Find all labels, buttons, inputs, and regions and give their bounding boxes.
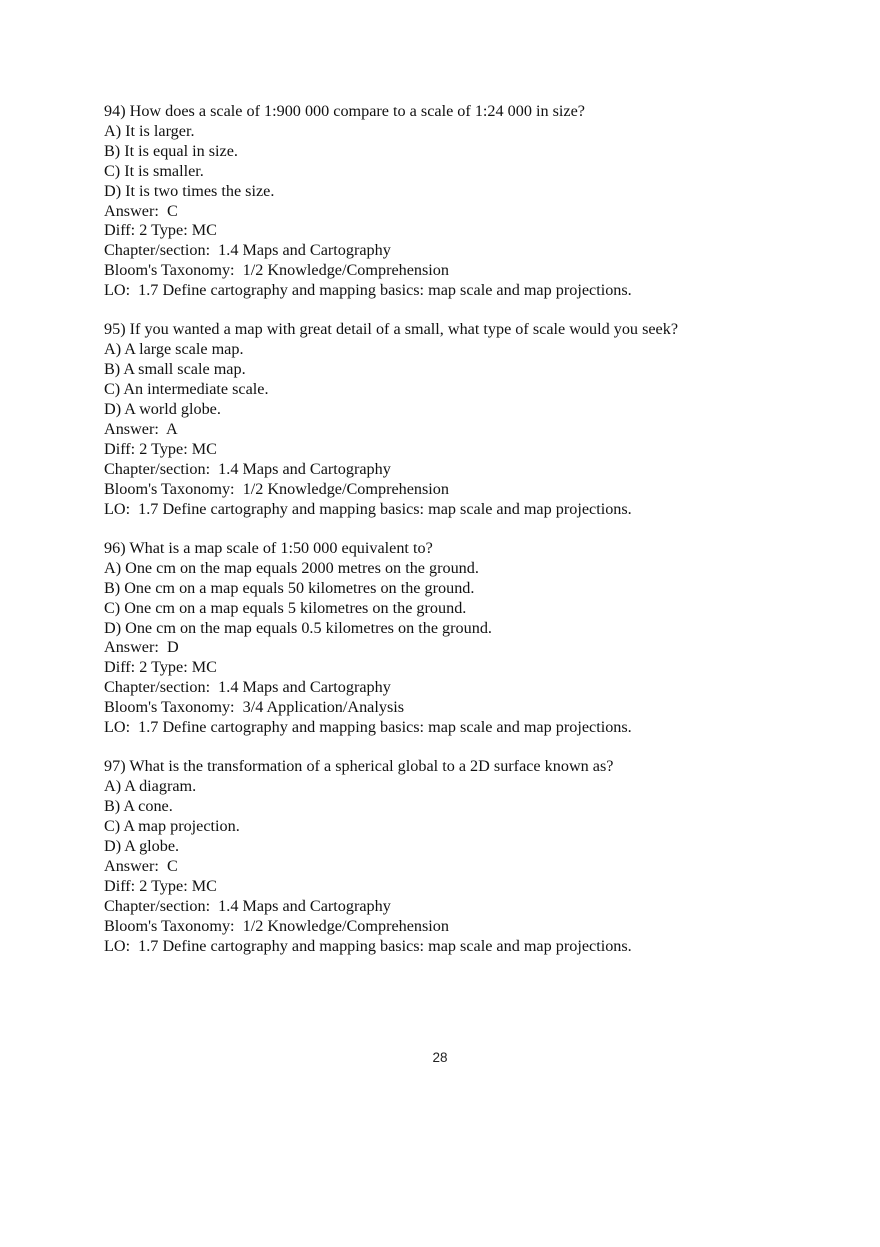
- option-d: D) One cm on the map equals 0.5 kilometres on the ground.: [104, 618, 492, 637]
- option-a: A) One cm on the map equals 2000 metres on the ground.: [104, 558, 479, 577]
- question-block-94: [104, 102, 844, 301]
- option-a: A) A diagram.: [104, 777, 197, 796]
- option-b: B) One cm on a map equals 50 kilometres on the ground.: [104, 578, 475, 597]
- question-block-96: [104, 539, 844, 738]
- option-b: B) A cone.: [104, 797, 173, 816]
- option-d: D) A globe.: [104, 836, 180, 855]
- option-c: C) An intermediate scale.: [104, 380, 269, 399]
- answer-line: Answer: D: [104, 638, 179, 657]
- bloom-line: Bloom's Taxonomy: 3/4 Application/Analysis: [104, 698, 405, 717]
- question-block-95: [104, 320, 844, 519]
- question-text: 95) If you wanted a map with great detail of a small, what type of scale would you seek?: [104, 320, 679, 339]
- question-text: 94) How does a scale of 1:900 000 compare to a scale of 1:24 000 in size?: [104, 102, 585, 120]
- document-page: [104, 102, 844, 976]
- page-number: 28: [432, 1050, 448, 1065]
- difficulty-line: Diff: 2 Type: MC: [104, 221, 217, 240]
- learning-objective-line: LO: 1.7 Define cartography and mapping basics: map scale and map projections.: [104, 499, 632, 518]
- chapter-line: Chapter/section: 1.4 Maps and Cartography: [104, 459, 391, 478]
- learning-objective-line: LO: 1.7 Define cartography and mapping basics: map scale and map projections.: [104, 718, 632, 737]
- option-a: A) A large scale map.: [104, 340, 244, 359]
- chapter-line: Chapter/section: 1.4 Maps and Cartography: [104, 241, 391, 260]
- difficulty-line: Diff: 2 Type: MC: [104, 439, 217, 458]
- question-text: 97) What is the transformation of a spherical global to a 2D surface known as?: [104, 757, 614, 776]
- answer-line: Answer: C: [104, 201, 178, 220]
- option-d: D) A world globe.: [104, 400, 221, 419]
- learning-objective-line: LO: 1.7 Define cartography and mapping basics: map scale and map projections.: [104, 281, 632, 300]
- bloom-line: Bloom's Taxonomy: 1/2 Knowledge/Comprehension: [104, 261, 449, 280]
- option-d: D) It is two times the size.: [104, 181, 275, 200]
- answer-line: Answer: C: [104, 856, 178, 875]
- chapter-line: Chapter/section: 1.4 Maps and Cartography: [104, 896, 391, 915]
- answer-line: Answer: A: [104, 419, 178, 438]
- bloom-line: Bloom's Taxonomy: 1/2 Knowledge/Comprehension: [104, 479, 449, 498]
- difficulty-line: Diff: 2 Type: MC: [104, 876, 217, 895]
- bloom-line: Bloom's Taxonomy: 1/2 Knowledge/Comprehension: [104, 916, 449, 935]
- option-c: C) A map projection.: [104, 817, 240, 836]
- option-b: B) It is equal in size.: [104, 141, 238, 160]
- option-b: B) A small scale map.: [104, 360, 246, 379]
- difficulty-line: Diff: 2 Type: MC: [104, 658, 217, 677]
- option-c: C) One cm on a map equals 5 kilometres on the ground.: [104, 598, 467, 617]
- option-a: A) It is larger.: [104, 121, 195, 140]
- question-text: 96) What is a map scale of 1:50 000 equivalent to?: [104, 538, 433, 557]
- chapter-line: Chapter/section: 1.4 Maps and Cartography: [104, 678, 391, 697]
- learning-objective-line: LO: 1.7 Define cartography and mapping basics: map scale and map projections.: [104, 936, 632, 955]
- question-block-97: [104, 757, 844, 956]
- option-c: C) It is smaller.: [104, 161, 204, 180]
